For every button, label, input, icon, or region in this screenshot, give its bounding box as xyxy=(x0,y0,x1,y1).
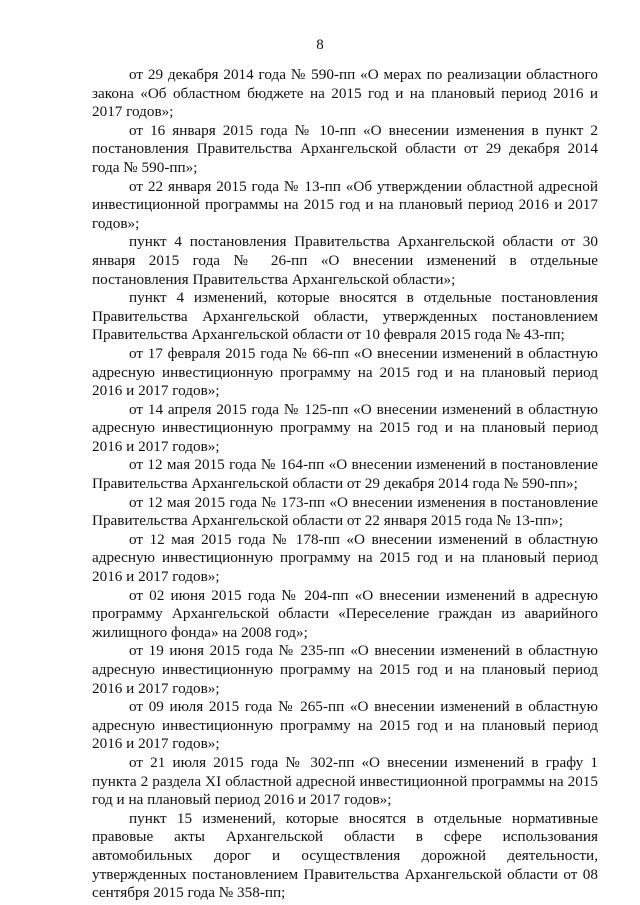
paragraph: от 12 мая 2015 года № 164-пп «О внесении изменений в постановление Правительства Архангельской области от 29 декабря 2014 года № 590-пп»; xyxy=(92,456,598,493)
document-body xyxy=(92,66,598,903)
page-number: 8 xyxy=(316,37,324,53)
paragraph: от 09 июля 2015 года № 265-пп «О внесении изменений в областную адресную инвестиционную программу на 2015 год и на плановый период 2016 и 2017 годов»; xyxy=(92,698,598,753)
paragraph: от 17 февраля 2015 года № 66-пп «О внесении изменений в областную адресную инвестиционную программу на 2015 год и на плановый период 2016 и 2017 годов»; xyxy=(92,344,598,400)
paragraph: от 19 июня 2015 года № 235-пп «О внесении изменений в областную адресную инвестиционную программу на 2015 год и на плановый период 2016 и 2017 годов»; xyxy=(92,642,598,697)
paragraph: пункт 15 изменений, которые вносятся в отдельные нормативные правовые акты Архангельской области в сфере использования автомобильных дорог и осуществления дорожной деятельности, утвержденных постановлением Правительства Архангельской области от 08 сентября 2015 года № 358-пп; xyxy=(92,809,598,902)
paragraph: от 14 апреля 2015 года № 125-пп «О внесении изменений в областную адресную инвестиционную программу на 2015 год и на плановый период 2016 и 2017 годов»; xyxy=(92,400,598,455)
paragraph: от 02 июня 2015 года № 204-пп «О внесении изменений в адресную программу Архангельской области «Переселение граждан из аварийного жилищного фонда» на 2008 год»; xyxy=(92,586,598,641)
paragraph: от 16 января 2015 года № 10-пп «О внесении изменения в пункт 2 постановления Правительства Архангельской области от 29 декабря 2014 года № 590-пп»; xyxy=(92,121,598,176)
paragraph: от 21 июля 2015 года № 302-пп «О внесении изменений в графу 1 пункта 2 раздела XI областной адресной инвестиционной программы на 2015 год и на плановый период 2016 и 2017 годов»; xyxy=(92,753,598,809)
paragraph: от 12 мая 2015 года № 178-пп «О внесении изменений в областную адресную инвестиционную программу на 2015 год и на плановый период 2016 и 2017 годов»; xyxy=(92,530,598,586)
paragraph: от 12 мая 2015 года № 173-пп «О внесении изменения в постановление Правительства Архангельской области от 22 января 2015 года № 13-пп»; xyxy=(92,493,598,530)
paragraph: от 22 января 2015 года № 13-пп «Об утверждении областной адресной инвестиционной программы на 2015 год и на плановый период 2016 и 2017 годов»; xyxy=(92,177,598,232)
paragraph: от 29 декабря 2014 года № 590-пп «О мерах по реализации областного закона «Об областном бюджете на 2015 год и на плановый период 2016 и 2017 годов»; xyxy=(92,66,598,121)
paragraph: пункт 4 изменений, которые вносятся в отдельные постановления Правительства Архангельской области, утвержденных постановлением Правительства Архангельской области от 10 февраля 2015 года № 43-пп; xyxy=(92,289,598,344)
paragraph: пункт 4 постановления Правительства Архангельской области от 30 января 2015 года № 26-пп «О внесении изменений в отдельные постановления Правительства Архангельской области»; xyxy=(92,233,598,288)
